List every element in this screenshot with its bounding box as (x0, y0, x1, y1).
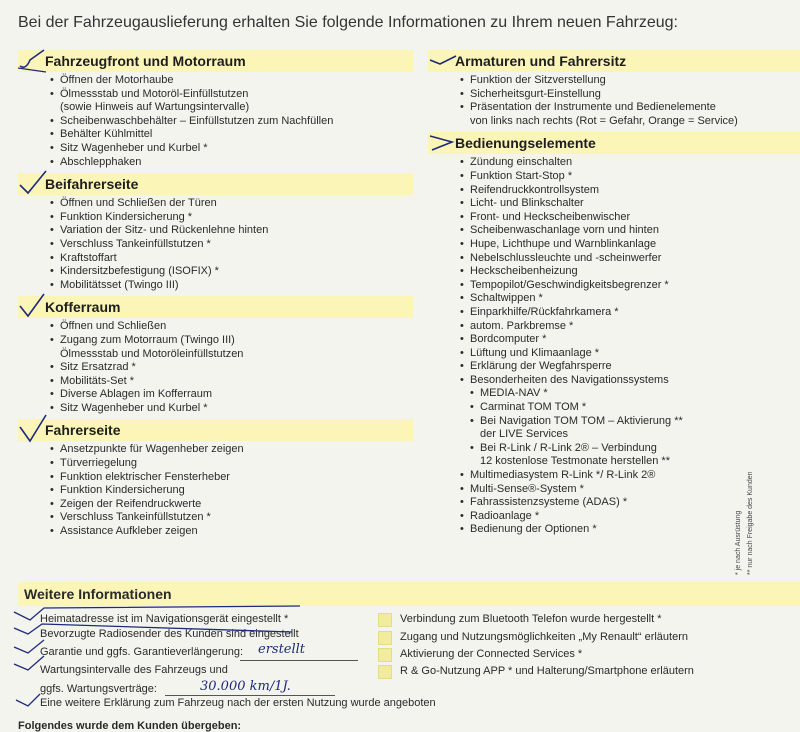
section-fahrerseite (18, 419, 413, 538)
list-item: • Funktion Kindersicherung * (50, 211, 413, 225)
list-item: • Nebelschlussleuchte und -scheinwerfer (460, 252, 800, 266)
checklist (428, 74, 800, 128)
list-subitem-continuation: 12 kostenlose Testmonate herstellen ** (480, 455, 670, 468)
list-item: • Einparkhilfe/Rückfahrkamera * (460, 306, 800, 320)
weitere-item: Heimatadresse ist im Navigationsgerät eingestellt * (40, 613, 289, 625)
section-title: Fahrerseite (45, 422, 121, 439)
weitere-item: Zugang und Nutzungsmöglichkeiten „My Renault“ erläutern (400, 631, 688, 643)
list-item: • Ölmessstab und Motoröl-Einfüllstutzen (50, 88, 413, 102)
section-title: Kofferraum (45, 299, 121, 316)
list-item: • Mobilitäts-Set * (50, 375, 413, 389)
list-subitem: • Bei Navigation TOM TOM – Aktivierung ** (460, 415, 800, 429)
handwritten-check-icon (18, 169, 48, 197)
handwritten-check-icon (18, 292, 48, 320)
list-item: • Radioanlage * (460, 510, 800, 524)
section-title-band (428, 132, 800, 154)
section-title-band (428, 50, 800, 72)
list-item: • Hupe, Lichthupe und Warnblinkanlage (460, 238, 800, 252)
list-item: • Sitz Wagenheber und Kurbel * (50, 402, 413, 416)
checklist (18, 197, 413, 292)
list-item: • Öffnen der Motorhaube (50, 74, 413, 88)
list-item: • Öffnen und Schließen der Türen (50, 197, 413, 211)
list-item: • Variation der Sitz- und Rückenlehne hinten (50, 224, 413, 238)
list-item: • Verschluss Tankeinfüllstutzen * (50, 238, 413, 252)
list-item: • Zündung einschalten (460, 156, 800, 170)
list-item: • Erklärung der Wegfahrsperre (460, 360, 800, 374)
section-title-band (18, 50, 413, 72)
weitere-item: Wartungsintervalle des Fahrzeugs und (40, 664, 228, 676)
checklist (18, 443, 413, 538)
list-item: • Multimediasystem R-Link */ R-Link 2® (460, 469, 800, 483)
weitere-item: Aktivierung der Connected Services * (400, 648, 583, 660)
list-item: • Verschluss Tankeinfüllstutzen * (50, 511, 413, 525)
checkbox[interactable] (378, 665, 392, 679)
section-title-band (18, 173, 413, 195)
list-item: • Zugang zum Motorraum (Twingo III) (50, 334, 413, 348)
list-subitem: • Carminat TOM TOM * (460, 401, 800, 415)
garantie-line (240, 660, 358, 661)
weitere-item: Garantie und ggfs. Garantieverlängerung: (40, 646, 244, 658)
list-item: • Kraftstoffart (50, 252, 413, 266)
list-item: • Fahrassistenzsysteme (ADAS) * (460, 496, 800, 510)
wartung-line (165, 695, 335, 696)
section-armaturen (428, 50, 800, 128)
section-beifahrerseite (18, 173, 413, 292)
list-item: • Öffnen und Schließen (50, 320, 413, 334)
weitere-item: Verbindung zum Bluetooth Telefon wurde hergestellt * (400, 613, 662, 625)
section-fahrzeugfront (18, 50, 413, 169)
section-title: Fahrzeugfront und Motorraum (45, 53, 246, 69)
checklist (18, 320, 413, 415)
list-item: • Scheibenwaschanlage vorn und hinten (460, 224, 800, 238)
list-item: • Ansetzpunkte für Wagenheber zeigen (50, 443, 413, 457)
checkbox[interactable] (378, 648, 392, 662)
list-item: • Bedienung der Optionen * (460, 523, 800, 537)
section-title: Armaturen und Fahrersitz (455, 53, 627, 69)
handwriting-garantie: erstellt (258, 642, 306, 657)
handwritten-check-icon (428, 46, 458, 74)
list-item: • Besonderheiten des Navigationssystems (460, 374, 800, 388)
left-column (18, 50, 413, 543)
list-item: • autom. Parkbremse * (460, 320, 800, 334)
list-item: • Lüftung und Klimaanlage * (460, 347, 800, 361)
list-item: • Türverriegelung (50, 457, 413, 471)
list-item: • Funktion elektrischer Fensterheber (50, 471, 413, 485)
list-item: • Abschlepphaken (50, 156, 413, 170)
list-subitem-continuation: der LIVE Services (480, 428, 569, 441)
list-item: • Behälter Kühlmittel (50, 128, 413, 142)
list-item: • Funktion Start-Stop * (460, 170, 800, 184)
list-item: • Assistance Aufkleber zeigen (50, 525, 413, 539)
list-item: • Mobilitätsset (Twingo III) (50, 279, 413, 293)
list-item: • Zeigen der Reifendruckwerte (50, 498, 413, 512)
weitere-item: ggfs. Wartungsverträge: (40, 683, 157, 695)
section-title-band (18, 419, 413, 441)
checkbox[interactable] (378, 613, 392, 627)
handwriting-wartung: 30.000 km/1J. (200, 679, 291, 694)
list-item: • Kindersitzbefestigung (ISOFIX) * (50, 265, 413, 279)
handwritten-check-icon (18, 46, 48, 74)
list-item-continuation: Ölmessstab und Motoröleinfüllstutzen (60, 347, 244, 360)
footnote-1: * je nach Ausrüstung (735, 510, 742, 575)
list-item: • Sitz Wagenheber und Kurbel * (50, 142, 413, 156)
section-kofferraum (18, 296, 413, 415)
checkbox[interactable] (378, 631, 392, 645)
weitere-item: Bevorzugte Radiosender des Kunden sind eingestellt (40, 628, 299, 640)
list-item-continuation: (sowie Hinweis auf Wartungsintervalle) (60, 101, 250, 114)
list-item: • Sicherheitsgurt-Einstellung (460, 88, 800, 102)
list-item: • Scheibenwaschbehälter – Einfüllstutzen zum Nachfüllen (50, 115, 413, 129)
list-subitem: • Bei R-Link / R-Link 2® – Verbindung (460, 442, 800, 456)
list-item: • Diverse Ablagen im Kofferraum (50, 388, 413, 402)
checklist (18, 74, 413, 169)
handwritten-check-icon (428, 128, 458, 156)
list-item: • Licht- und Blinkschalter (460, 197, 800, 211)
list-item: • Heckscheibenheizung (460, 265, 800, 279)
list-item: • Front- und Heckscheibenwischer (460, 211, 800, 225)
footer-heading: Folgendes wurde dem Kunden übergeben: (18, 720, 242, 732)
footnote-legend (735, 435, 765, 575)
section-title: Beifahrerseite (45, 176, 139, 193)
list-item: • Präsentation der Instrumente und Bedienelemente (460, 101, 800, 115)
list-item: • Reifendruckkontrollsystem (460, 184, 800, 198)
list-item: • Funktion der Sitzverstellung (460, 74, 800, 88)
list-item: • Bordcomputer * (460, 333, 800, 347)
list-subitem: • MEDIA-NAV * (460, 387, 800, 401)
list-item: • Multi-Sense®-System * (460, 483, 800, 497)
footnote-2: ** nur nach Freigabe des Kunden (747, 471, 754, 575)
list-item-continuation: von links nach rechts (Rot = Gefahr, Orange = Service) (470, 114, 738, 127)
intro-text: Bei der Fahrzeugauslieferung erhalten Sie folgende Informationen zu Ihrem neuen Fahrzeug: (18, 14, 678, 31)
weitere-item: R & Go-Nutzung APP * und Halterung/Smartphone erläutern (400, 665, 694, 677)
section-title-band (18, 296, 413, 318)
list-item: • Tempopilot/Geschwindigkeitsbegrenzer * (460, 279, 800, 293)
list-item: • Sitz Ersatzrad * (50, 361, 413, 375)
weitere-item: Eine weitere Erklärung zum Fahrzeug nach der ersten Nutzung wurde angeboten (40, 697, 436, 709)
handwritten-check-icon (18, 415, 48, 443)
section-title: Bedienungselemente (455, 135, 596, 152)
list-item: • Funktion Kindersicherung (50, 484, 413, 498)
weitere-title: Weitere Informationen (18, 582, 800, 606)
list-item: • Schaltwippen * (460, 292, 800, 306)
